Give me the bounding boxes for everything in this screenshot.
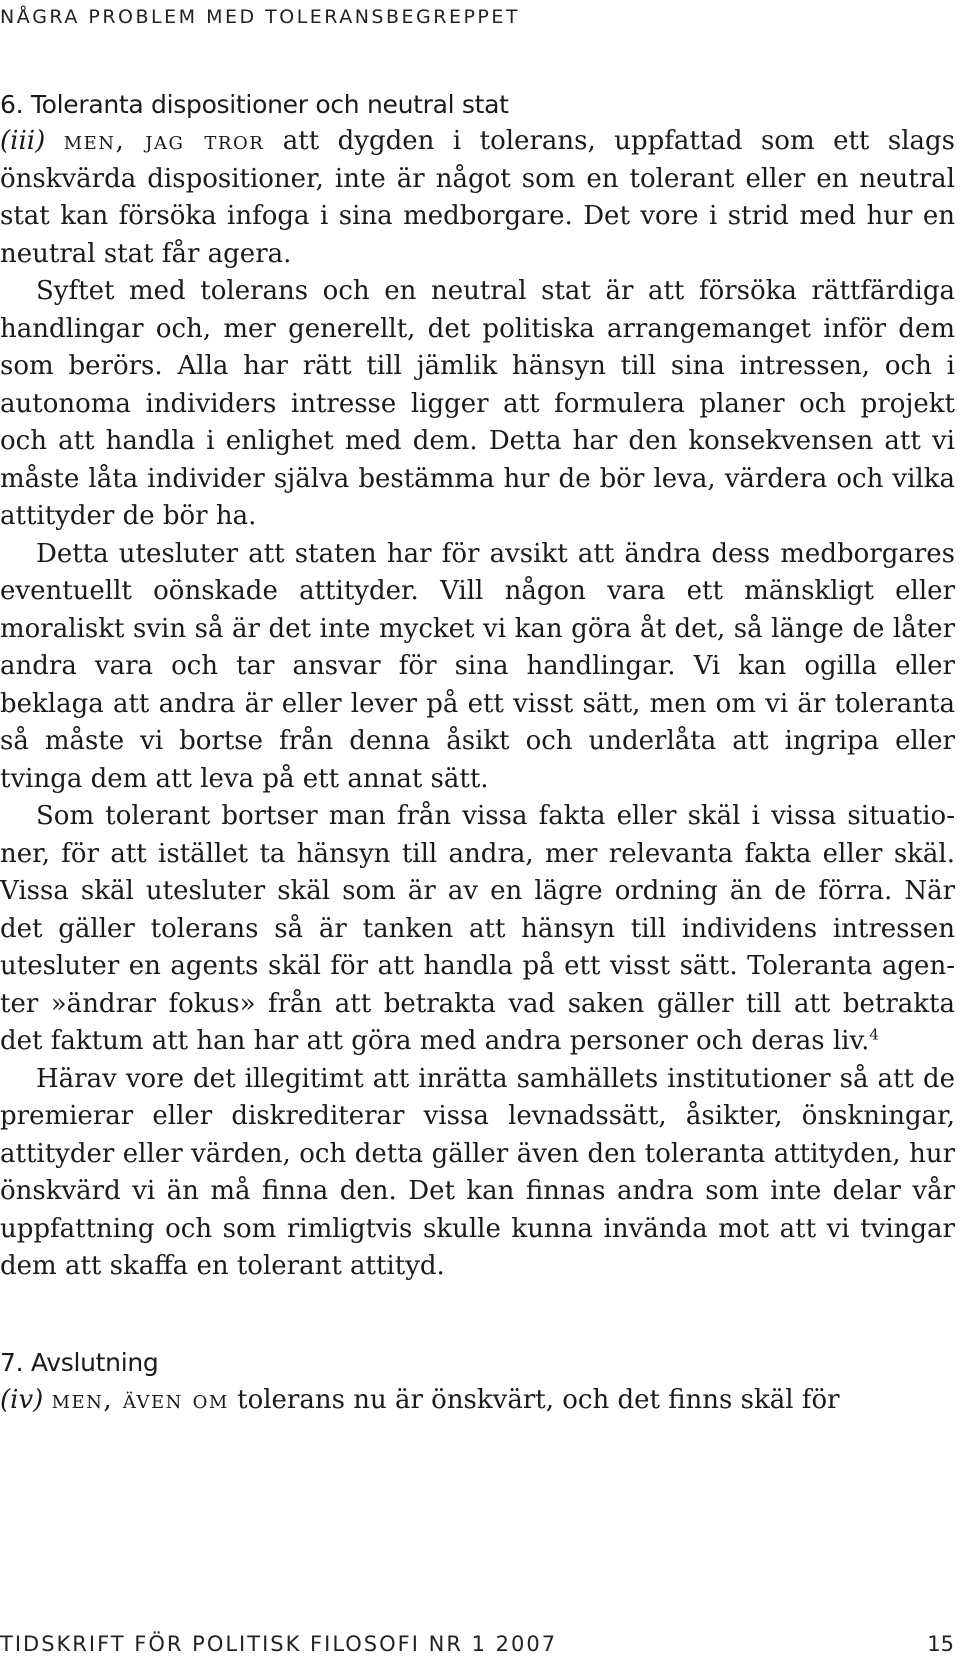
- section-heading-7: 7. Avslutning: [0, 1348, 159, 1377]
- paragraph: Härav vore det illegitimt att inrätta samhällets institutioner så att de premierar eller diskrediterar vissa levnadssätt, åsikter, önskningar, attityder eller värden, och detta gäller även den toleranta attityden, hur önskvärd vi än må finna den. Det kan finnas andra som inte delar vår uppfattning och som rimligtvis skulle kunna invända mot att vi tvingar dem att skaffa en tolerant attityd.: [0, 1063, 955, 1281]
- lead-in-smallcaps: men, jag tror: [63, 126, 265, 156]
- paragraph: Detta utesluter att staten har för avsikt att ändra dess medborgares eventuellt oönskade attityder. Vill någon vara ett mänskligt eller moraliskt svin så är det inte mycket vi kan göra åt det, så länge de låter andra vara och tar ansvar för sina handlingar. Vi kan ogilla eller beklaga att andra är eller lever på ett visst sätt, men om vi är toleranta så måste vi bortse från denna åsikt och underlåta att ingripa eller tvinga dem att leva på ett annat sätt.: [0, 538, 955, 794]
- lead-numeral: (iv): [0, 1385, 44, 1415]
- paragraph-text: Som tolerant bortser man från vissa fakta eller skäl i vissa situationer, för att istället ta hänsyn till andra, mer relevanta fakta eller skäl. Vissa skäl utesluter skäl som är av en lägre ordning än de förra. När det gäller tolerans så är tanken att hänsyn till individens intressen utesluter en agents skäl för att handla på ett visst sätt. Toleranta agenter »ändrar fokus» från att betrakta vad saken gäller till att betrakta det faktum att han har att göra med andra personer och deras liv.: [0, 801, 955, 1056]
- page-footer: [0, 1632, 954, 1656]
- paragraph: [0, 1382, 955, 1420]
- section-heading-6: 6. Toleranta dispositioner och neutral stat: [0, 90, 509, 119]
- lead-numeral: (iii): [0, 126, 46, 156]
- page-number: 15: [927, 1632, 954, 1656]
- journal-title: TIDSKRIFT FÖR POLITISK FILOSOFI NR 1 2007: [0, 1632, 558, 1656]
- paragraph-text: tolerans nu är önskvärt, och det finns skäl för: [228, 1385, 840, 1415]
- footnote-marker: 4: [869, 1025, 879, 1044]
- section-7-body: [0, 1382, 955, 1420]
- paragraph-text: att dygden i tolerans, uppfattad som ett slags önskvärda dispositioner, inte är något som en tolerant eller en neutral stat kan försöka infoga i sina medborgare. Det vore i strid med hur en neutral stat får agera.: [0, 126, 956, 269]
- running-head: NÅGRA PROBLEM MED TOLERANSBEGREPPET: [0, 6, 520, 28]
- section-6-body: [0, 123, 955, 1286]
- paragraph: [0, 798, 955, 1061]
- lead-in-smallcaps: men, även om: [51, 1385, 229, 1415]
- paragraph: Syftet med tolerans och en neutral stat är att försöka rättfärdiga handlingar och, mer generellt, det politiska arrangemanget inför dem som berörs. Alla har rätt till jämlik hänsyn till sina intressen, och i autonoma individers intresse ligger att formulera planer och projekt och att handla i enlighet med dem. Detta har den konsekvensen att vi måste låta individer själva bestämma hur de bör leva, värdera och vilka attityder de bör ha.: [0, 276, 955, 531]
- paragraph: [0, 123, 955, 273]
